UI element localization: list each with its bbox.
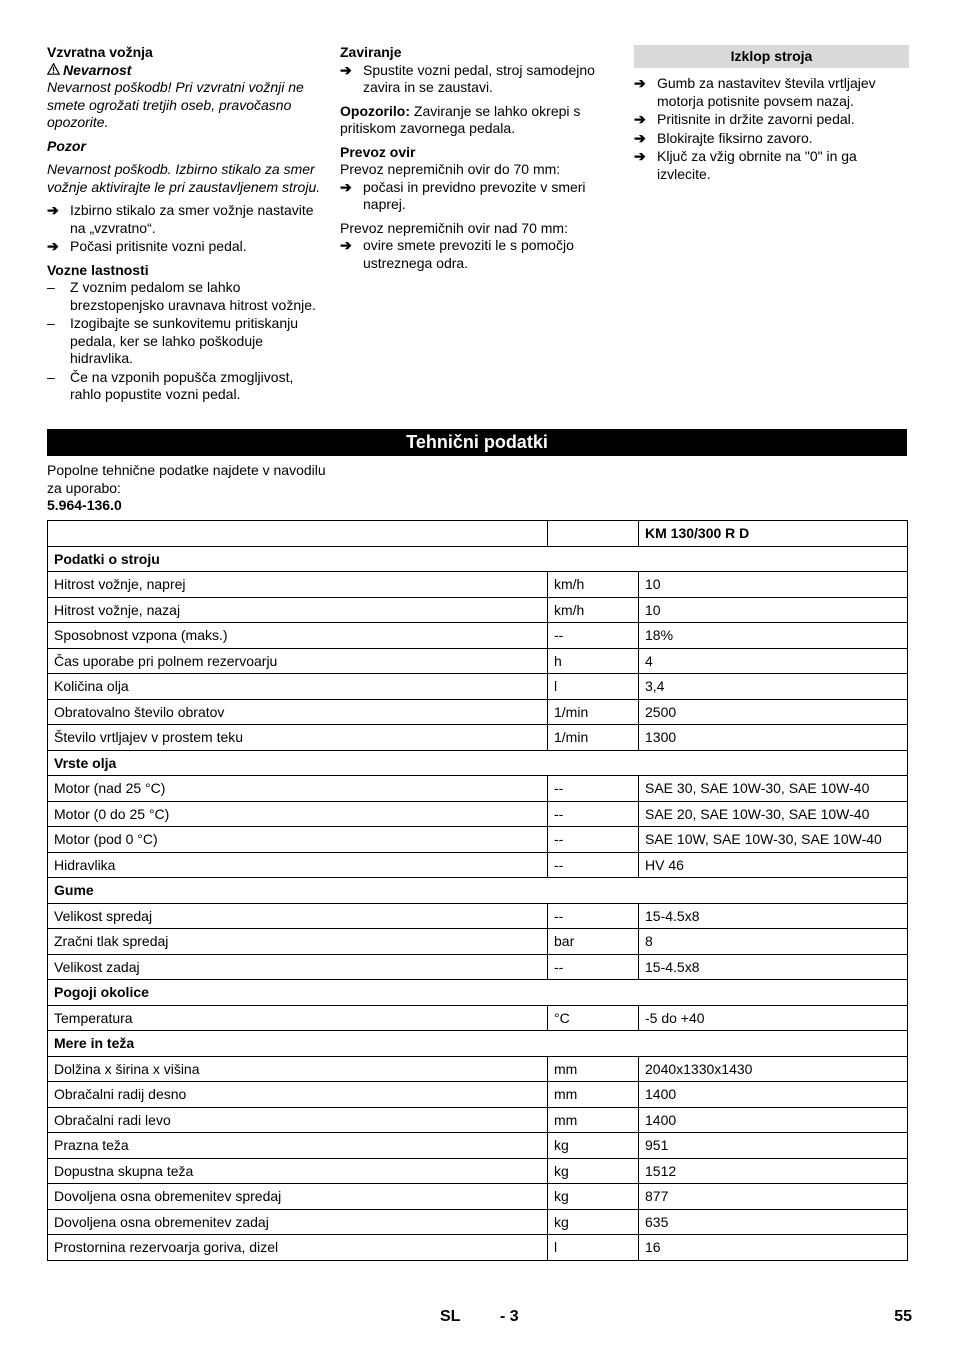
table-row — [48, 725, 908, 751]
table-cell-unit: -- — [548, 852, 639, 878]
list-item-text: Z voznim pedalom se lahko brezstopenjsko uravnava hitrost vožnje. — [70, 279, 316, 313]
table-cell-value: 15-4.5x8 — [639, 954, 908, 980]
footer-page-number: 55 — [894, 1308, 912, 1325]
step-item — [340, 179, 616, 214]
danger-text: Nevarnost poškodb! Pri vzvratni vožnji ne smete ogrožati tretjih oseb, pravočasno opozorite. — [47, 79, 304, 130]
table-cell-parameter: Motor (pod 0 °C) — [48, 827, 548, 853]
table-cell-value: SAE 30, SAE 10W-30, SAE 10W-40 — [639, 776, 908, 802]
table-row — [48, 929, 908, 955]
table-row — [48, 903, 908, 929]
step-text: Spustite vozni pedal, stroj samodejno zavira in se zaustavi. — [363, 61, 595, 95]
table-cell-parameter: Temperatura — [48, 1005, 548, 1031]
table-header-model: KM 130/300 R D — [639, 521, 908, 547]
table-row — [48, 954, 908, 980]
step-text: počasi in previdno prevozite v smeri naprej. — [363, 178, 586, 212]
arrow-right-icon: ➔ — [340, 61, 352, 78]
caution-title: Pozor — [47, 137, 86, 154]
table-cell-parameter: Hitrost vožnje, naprej — [48, 572, 548, 598]
table-cell-value: 10 — [639, 597, 908, 623]
note-text: Zaviranje se lahko okrepi s pritiskom zavornega pedala. — [340, 102, 581, 136]
arrow-right-icon: ➔ — [634, 129, 646, 146]
table-cell-value: -5 do +40 — [639, 1005, 908, 1031]
table-group-label: Pogoji okolice — [48, 980, 908, 1006]
table-cell-value: 635 — [639, 1209, 908, 1235]
step-text: ovire smete prevoziti le s pomočjo ustreznega odra. — [363, 237, 574, 271]
table-row — [48, 1082, 908, 1108]
heading-driving-properties: Vozne lastnosti — [47, 261, 149, 278]
table-cell-unit: kg — [548, 1209, 639, 1235]
arrow-right-icon: ➔ — [634, 75, 646, 91]
table-row — [48, 623, 908, 649]
table-cell-parameter: Število vrtljajev v prostem teku — [48, 725, 548, 751]
section-title: Tehnični podatki — [47, 429, 907, 456]
table-cell-value: 1512 — [639, 1158, 908, 1184]
arrow-right-icon: ➔ — [634, 111, 646, 127]
table-cell-unit: kg — [548, 1133, 639, 1159]
table-cell-unit: -- — [548, 903, 639, 929]
step-text: Izbirno stikalo za smer vožnje nastavite na „vzvratno“. — [70, 202, 314, 236]
table-row — [48, 572, 908, 598]
table-cell-parameter: Obračalni radi levo — [48, 1107, 548, 1133]
danger-title: Nevarnost — [63, 61, 132, 78]
table-cell-value: 18% — [639, 623, 908, 649]
table-group-label: Podatki o stroju — [48, 546, 908, 572]
table-cell-parameter: Prazna teža — [48, 1133, 548, 1159]
table-cell-unit: l — [548, 674, 639, 700]
table-cell-value: SAE 20, SAE 10W-30, SAE 10W-40 — [639, 801, 908, 827]
table-cell-value: 16 — [639, 1235, 908, 1261]
table-cell-unit: bar — [548, 929, 639, 955]
footer-language: SL — [440, 1308, 461, 1325]
table-row — [48, 1235, 908, 1261]
page-footer — [0, 1308, 954, 1328]
table-row — [48, 1005, 908, 1031]
table-cell-unit: l — [548, 1235, 639, 1261]
table-row — [48, 648, 908, 674]
table-cell-parameter: Prostornina rezervoarja goriva, dizel — [48, 1235, 548, 1261]
table-group-row — [48, 980, 908, 1006]
table-row — [48, 1056, 908, 1082]
table-cell-value: 1400 — [639, 1107, 908, 1133]
arrow-right-icon: ➔ — [47, 202, 59, 218]
arrow-right-icon: ➔ — [340, 178, 352, 195]
dash-marker: – — [47, 315, 55, 331]
table-cell-unit: mm — [548, 1107, 639, 1133]
table-cell-unit: °C — [548, 1005, 639, 1031]
table-cell-parameter: Velikost zadaj — [48, 954, 548, 980]
step-text: Pritisnite in držite zavorni pedal. — [657, 111, 855, 127]
table-row — [48, 1107, 908, 1133]
table-group-row — [48, 750, 908, 776]
table-row — [48, 674, 908, 700]
table-cell-value: 877 — [639, 1184, 908, 1210]
heading-reverse-driving: Vzvratna vožnja — [47, 44, 153, 60]
table-row — [48, 852, 908, 878]
table-row — [48, 699, 908, 725]
table-cell-unit: h — [548, 648, 639, 674]
table-group-row — [48, 878, 908, 904]
table-cell-value: SAE 10W, SAE 10W-30, SAE 10W-40 — [639, 827, 908, 853]
table-cell-parameter: Zračni tlak spredaj — [48, 929, 548, 955]
table-cell-unit: kg — [548, 1184, 639, 1210]
table-cell-unit: -- — [548, 954, 639, 980]
table-cell-value: 2500 — [639, 699, 908, 725]
table-cell-unit: -- — [548, 827, 639, 853]
table-cell-parameter: Čas uporabe pri polnem rezervoarju — [48, 648, 548, 674]
warning-triangle-icon — [47, 62, 63, 80]
table-row — [48, 801, 908, 827]
table-group-label: Mere in teža — [48, 1031, 908, 1057]
list-item — [47, 369, 322, 404]
list-item — [47, 315, 322, 368]
step-item — [47, 238, 322, 256]
table-cell-parameter: Dovoljena osna obremenitev zadaj — [48, 1209, 548, 1235]
table-header-cell — [48, 521, 548, 547]
table-row — [48, 1209, 908, 1235]
table-cell-parameter: Hidravlika — [48, 852, 548, 878]
table-group-row — [48, 546, 908, 572]
table-cell-unit: 1/min — [548, 699, 639, 725]
table-cell-parameter: Hitrost vožnje, nazaj — [48, 597, 548, 623]
heading-braking: Zaviranje — [340, 44, 402, 60]
step-item — [634, 148, 909, 183]
table-cell-value: 2040x1330x1430 — [639, 1056, 908, 1082]
list-item-text: Če na vzponih popušča zmogljivost, rahlo popustite vozni pedal. — [70, 368, 294, 402]
table-cell-unit: km/h — [548, 572, 639, 598]
step-item — [634, 111, 909, 129]
table-cell-value: 1300 — [639, 725, 908, 751]
table-cell-unit: mm — [548, 1082, 639, 1108]
danger-title-line — [47, 62, 322, 80]
table-cell-value: 8 — [639, 929, 908, 955]
table-row — [48, 776, 908, 802]
step-item — [340, 237, 616, 272]
table-header-row — [48, 521, 908, 547]
intro — [47, 462, 327, 515]
tech-data-table — [47, 520, 908, 1261]
step-text: Ključ za vžig obrnite na "0" in ga izvlecite. — [657, 148, 857, 182]
table-cell-parameter: Obratovalno število obratov — [48, 699, 548, 725]
table-cell-unit: -- — [548, 776, 639, 802]
table-cell-unit: kg — [548, 1158, 639, 1184]
footer-page-ref: - 3 — [500, 1308, 519, 1325]
table-cell-value: 1400 — [639, 1082, 908, 1108]
column-right — [634, 44, 909, 183]
dash-marker: – — [47, 279, 55, 295]
step-item — [634, 130, 909, 148]
arrow-right-icon: ➔ — [634, 148, 646, 164]
table-cell-parameter: Motor (nad 25 °C) — [48, 776, 548, 802]
table-row — [48, 1184, 908, 1210]
table-cell-parameter: Obračalni radij desno — [48, 1082, 548, 1108]
table-cell-unit: -- — [548, 801, 639, 827]
arrow-right-icon: ➔ — [340, 237, 352, 253]
table-cell-unit: mm — [548, 1056, 639, 1082]
table-cell-parameter: Velikost spredaj — [48, 903, 548, 929]
obstacle-line-2: Prevoz nepremičnih ovir nad 70 mm: — [340, 219, 568, 236]
table-row — [48, 1133, 908, 1159]
table-cell-parameter: Količina olja — [48, 674, 548, 700]
table-cell-value: HV 46 — [639, 852, 908, 878]
table-cell-value: 3,4 — [639, 674, 908, 700]
column-left — [47, 44, 322, 404]
step-item — [47, 202, 322, 237]
table-cell-parameter: Sposobnost vzpona (maks.) — [48, 623, 548, 649]
table-row — [48, 597, 908, 623]
table-cell-value: 10 — [639, 572, 908, 598]
step-item — [634, 75, 909, 110]
table-header-cell — [548, 521, 639, 547]
table-row — [48, 1158, 908, 1184]
table-cell-value: 951 — [639, 1133, 908, 1159]
caution-text: Nevarnost poškodb. Izbirno stikalo za smer vožnje aktivirajte le pri zaustavljenem stroju. — [47, 161, 321, 195]
table-cell-unit: km/h — [548, 597, 639, 623]
list-item — [47, 279, 322, 314]
table-group-label: Gume — [48, 878, 908, 904]
step-item — [340, 62, 616, 97]
tech-table-body — [48, 521, 908, 1261]
note-paragraph — [340, 103, 616, 138]
arrow-right-icon: ➔ — [47, 238, 59, 254]
column-middle — [340, 44, 616, 272]
intro-code: 5.964-136.0 — [47, 497, 122, 513]
step-text: Počasi pritisnite vozni pedal. — [70, 238, 247, 254]
table-group-row — [48, 1031, 908, 1057]
note-label: Opozorilo: — [340, 102, 410, 119]
table-cell-parameter: Dolžina x širina x višina — [48, 1056, 548, 1082]
heading-obstacles: Prevoz ovir — [340, 143, 416, 160]
table-group-label: Vrste olja — [48, 750, 908, 776]
obstacle-line-1: Prevoz nepremičnih ovir do 70 mm: — [340, 161, 561, 177]
step-text: Blokirajte fiksirno zavoro. — [657, 129, 813, 146]
table-cell-parameter: Motor (0 do 25 °C) — [48, 801, 548, 827]
step-text: Gumb za nastavitev števila vrtljajev motorja potisnite povsem nazaj. — [657, 75, 876, 109]
table-cell-value: 15-4.5x8 — [639, 903, 908, 929]
dash-marker: – — [47, 368, 55, 385]
table-row — [48, 827, 908, 853]
table-cell-parameter: Dopustna skupna teža — [48, 1158, 548, 1184]
table-cell-parameter: Dovoljena osna obremenitev spredaj — [48, 1184, 548, 1210]
list-item-text: Izogibajte se sunkovitemu pritiskanju pedala, ker se lahko poškoduje hidravlika. — [70, 315, 299, 366]
table-cell-value: 4 — [639, 648, 908, 674]
heading-machine-shutdown: Izklop stroja — [634, 45, 909, 68]
intro-text: Popolne tehnične podatke najdete v navodilu za uporabo: — [47, 462, 326, 496]
table-cell-unit: 1/min — [548, 725, 639, 751]
table-cell-unit: -- — [548, 623, 639, 649]
